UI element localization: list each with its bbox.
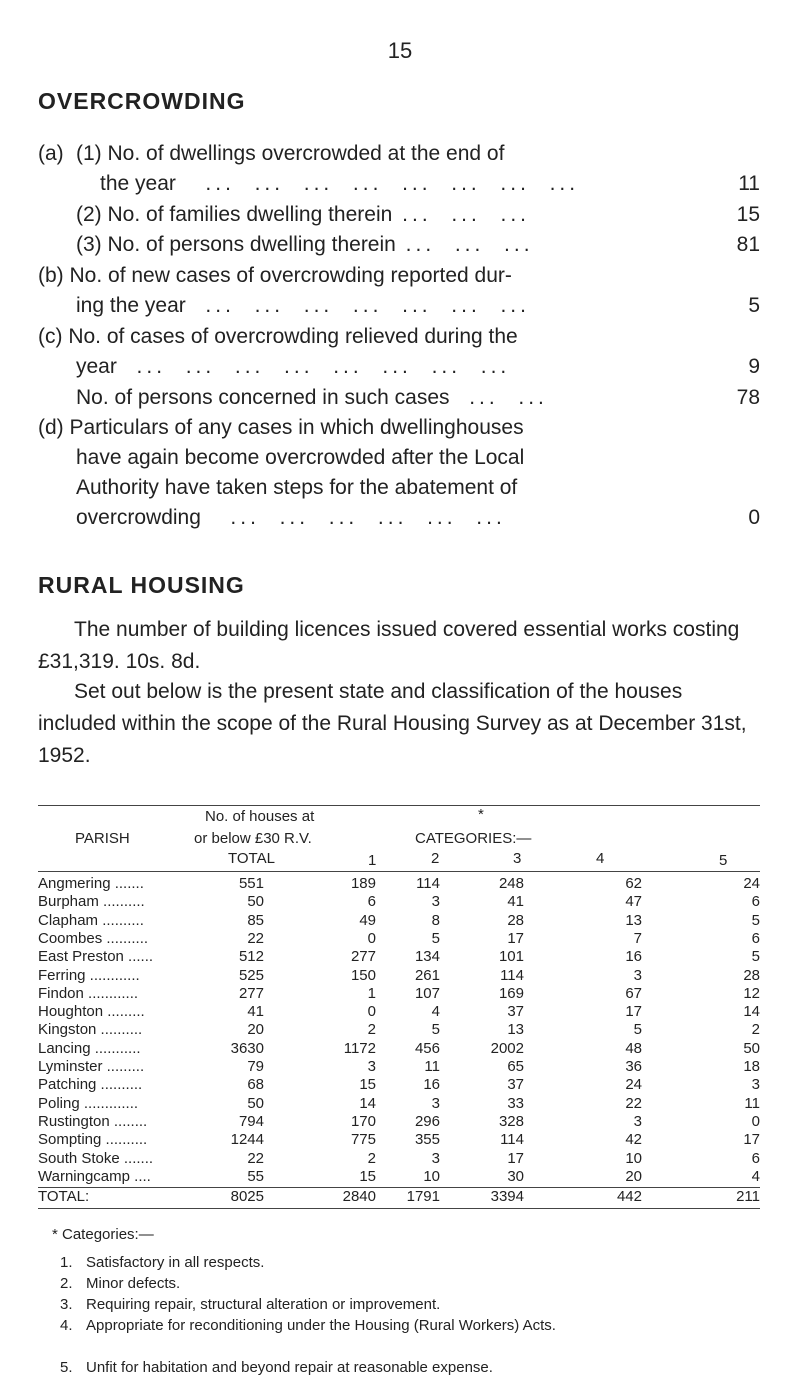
table-row xyxy=(38,875,760,893)
cell-c3: 101 xyxy=(498,948,524,966)
item-a1-value: 11 xyxy=(738,172,760,195)
cell-parish: Patching .......... xyxy=(38,1076,143,1094)
cell-parish: Sompting .......... xyxy=(38,1131,148,1149)
cell-c3: 114 xyxy=(500,966,524,984)
total-label: TOTAL: xyxy=(38,1188,90,1205)
cell-c1: 15 xyxy=(359,1076,376,1094)
cell-c1: 15 xyxy=(359,1167,376,1185)
cell-c5: 50 xyxy=(743,1039,760,1057)
cell-c1: 2 xyxy=(367,1149,376,1167)
item-a3-value: 81 xyxy=(736,233,760,256)
header-houses-line2: or below £30 R.V. xyxy=(194,830,312,847)
category-text: Appropriate for reconditioning under the Housing (Rural Workers) Acts. xyxy=(86,1317,556,1334)
cell-c5: 3 xyxy=(751,1076,760,1094)
cell-c4: 7 xyxy=(633,929,642,947)
rural-housing-heading: RURAL HOUSING xyxy=(38,572,245,598)
item-a3-label: (3) No. of persons dwelling therein ... ... ... xyxy=(76,233,534,256)
cell-c3: 65 xyxy=(507,1058,524,1075)
cell-parish: Houghton ......... xyxy=(38,1003,145,1021)
cell-c5: 11 xyxy=(744,1094,760,1112)
cell-c1: 150 xyxy=(350,966,376,984)
cell-total: 20 xyxy=(247,1021,264,1039)
cell-c1: 3 xyxy=(367,1058,376,1075)
category-text: Minor defects. xyxy=(86,1275,181,1292)
header-cat5: 5 xyxy=(719,852,728,869)
item-c-cont: year ... ... ... ... ... ... ... ... xyxy=(76,355,511,378)
cell-c3: 30 xyxy=(507,1167,524,1185)
cell-c1: 49 xyxy=(359,911,376,929)
cell-c2: 11 xyxy=(424,1058,440,1075)
cell-c1: 6 xyxy=(367,893,376,911)
cell-c4: 10 xyxy=(625,1149,642,1167)
header-cat3: 3 xyxy=(513,850,522,867)
cell-total: 3630 xyxy=(230,1039,264,1057)
cell-c2: 261 xyxy=(414,966,440,984)
table-top-rule xyxy=(38,805,760,806)
header-houses-line1: No. of houses at xyxy=(205,808,315,825)
table-row xyxy=(38,912,760,930)
table-row xyxy=(38,1095,760,1113)
cell-c4: 16 xyxy=(625,948,642,966)
cell-total: 50 xyxy=(247,1094,264,1112)
category-item xyxy=(60,1295,766,1315)
cell-c2: 456 xyxy=(414,1039,440,1057)
total-cat3: 3394 xyxy=(490,1188,524,1205)
cell-c3: 17 xyxy=(507,1149,524,1167)
cell-c4: 20 xyxy=(625,1167,642,1185)
table-row xyxy=(38,1168,760,1186)
rural-housing-para1: The number of building licences issued covered essential works costing £31,319. 10s. 8d. xyxy=(38,618,740,673)
cell-c3: 37 xyxy=(507,1076,524,1094)
header-cat1: 1 xyxy=(368,852,377,869)
cell-c5: 24 xyxy=(743,875,760,892)
category-number: 3. xyxy=(60,1296,73,1313)
item-d-cont2: Authority have taken steps for the abatement of xyxy=(76,476,518,499)
categories-title: * Categories:— xyxy=(52,1226,154,1243)
cell-c5: 12 xyxy=(743,984,760,1002)
rural-housing-para2: Set out below is the present state and classification of the houses included within the scope of the Rural Housing Survey as at December 31st, 1952. xyxy=(38,680,747,767)
cell-c3: 2002 xyxy=(490,1039,524,1057)
cell-c5: 2 xyxy=(751,1021,760,1039)
cell-c3: 13 xyxy=(507,1021,524,1039)
item-d-cont1: have again become overcrowded after the Local xyxy=(76,446,525,469)
cell-total: 22 xyxy=(247,929,264,947)
cell-total: 551 xyxy=(238,875,264,892)
cell-c4: 42 xyxy=(625,1131,642,1149)
cell-c5: 4 xyxy=(751,1167,760,1185)
cell-c2: 8 xyxy=(431,911,440,929)
table-row xyxy=(38,893,760,911)
cell-c1: 775 xyxy=(350,1131,376,1149)
cell-c2: 114 xyxy=(416,875,440,892)
cell-total: 1244 xyxy=(230,1131,264,1149)
cell-total: 50 xyxy=(247,893,264,911)
cell-c4: 3 xyxy=(633,966,642,984)
table-total-row xyxy=(38,1188,760,1206)
cell-c2: 296 xyxy=(414,1112,440,1130)
category-number: 1. xyxy=(60,1254,73,1271)
cell-c5: 6 xyxy=(751,893,760,911)
item-b-label: (b) No. of new cases of overcrowding reported dur- xyxy=(38,264,512,287)
cell-parish: Poling ............. xyxy=(38,1094,139,1112)
overcrowding-heading: OVERCROWDING xyxy=(38,88,246,114)
category-number: 2. xyxy=(60,1275,73,1292)
cell-c3: 37 xyxy=(507,1003,524,1021)
cell-parish: Lancing ........... xyxy=(38,1039,141,1057)
item-c-value: 9 xyxy=(748,355,760,378)
cell-c3: 33 xyxy=(507,1094,524,1112)
cell-c2: 3 xyxy=(431,893,440,911)
cell-parish: Findon ............ xyxy=(38,984,139,1002)
header-categories: CATEGORIES:— xyxy=(415,830,532,847)
cell-c2: 3 xyxy=(431,1094,440,1112)
category-item xyxy=(60,1358,766,1378)
item-a2-label: (2) No. of families dwelling therein ... ... ... xyxy=(76,203,530,226)
cell-total: 525 xyxy=(238,966,264,984)
category-number: 5. xyxy=(60,1359,73,1376)
table-row xyxy=(38,1113,760,1131)
cell-c5: 5 xyxy=(751,948,760,966)
cell-c2: 5 xyxy=(431,929,440,947)
item-c-label: (c) No. of cases of overcrowding relieved during the xyxy=(38,325,518,348)
header-cat2: 2 xyxy=(431,850,440,867)
page-number: 15 xyxy=(387,38,413,63)
cell-c4: 67 xyxy=(625,984,642,1002)
table-row xyxy=(38,1150,760,1168)
cell-c4: 17 xyxy=(625,1003,642,1021)
cell-c4: 24 xyxy=(625,1076,642,1094)
cell-c4: 47 xyxy=(625,893,642,911)
cell-c5: 5 xyxy=(751,911,760,929)
cell-c4: 22 xyxy=(625,1094,642,1112)
cell-c1: 277 xyxy=(350,948,376,966)
cell-total: 85 xyxy=(247,911,264,929)
cell-c4: 13 xyxy=(625,911,642,929)
item-c2-value: 78 xyxy=(736,386,760,409)
item-b-cont: ing the year ... ... ... ... ... ... ... xyxy=(76,294,530,317)
item-d-value: 0 xyxy=(748,506,760,529)
item-a2-value: 15 xyxy=(736,203,760,226)
cell-total: 68 xyxy=(247,1076,264,1094)
cell-c2: 107 xyxy=(414,984,440,1002)
table-row xyxy=(38,967,760,985)
cell-total: 55 xyxy=(247,1167,264,1185)
table-row xyxy=(38,1021,760,1039)
cell-parish: Angmering ....... xyxy=(38,875,144,892)
cell-c4: 5 xyxy=(633,1021,642,1039)
cell-c5: 0 xyxy=(751,1112,760,1130)
cell-c1: 189 xyxy=(350,875,376,892)
cell-total: 79 xyxy=(247,1058,264,1075)
cell-c2: 3 xyxy=(431,1149,440,1167)
cell-total: 512 xyxy=(238,948,264,966)
header-asterisk: * xyxy=(478,806,484,823)
cell-c2: 5 xyxy=(431,1021,440,1039)
cell-c1: 2 xyxy=(367,1021,376,1039)
item-c2-label: No. of persons concerned in such cases ... ... xyxy=(76,386,548,409)
cell-c5: 17 xyxy=(743,1131,760,1149)
cell-parish: Kingston .......... xyxy=(38,1021,143,1039)
cell-c4: 36 xyxy=(625,1058,642,1075)
cell-c5: 6 xyxy=(751,1149,760,1167)
header-houses-line3: TOTAL xyxy=(228,850,275,867)
total-cat1: 2840 xyxy=(342,1188,376,1205)
cell-c5: 6 xyxy=(751,929,760,947)
total-houses: 8025 xyxy=(230,1188,264,1205)
cell-parish: Ferring ............ xyxy=(38,966,140,984)
cell-c1: 14 xyxy=(359,1094,376,1112)
header-cat4: 4 xyxy=(596,850,605,867)
cell-c2: 355 xyxy=(414,1131,440,1149)
table-row xyxy=(38,930,760,948)
table-row xyxy=(38,985,760,1003)
cell-c1: 1 xyxy=(367,984,376,1002)
table-row xyxy=(38,1003,760,1021)
cell-c2: 10 xyxy=(423,1167,440,1185)
cell-c5: 14 xyxy=(743,1003,760,1021)
cell-parish: Burpham .......... xyxy=(38,893,145,911)
item-d-cont3: overcrowding ... ... ... ... ... ... xyxy=(76,506,506,529)
cell-parish: Warningcamp .... xyxy=(38,1167,151,1185)
table-header-rule xyxy=(38,871,760,872)
item-a1-label: (1) No. of dwellings overcrowded at the end of xyxy=(76,142,505,165)
total-cat2: 1791 xyxy=(406,1188,440,1205)
cell-parish: Lyminster ......... xyxy=(38,1058,145,1075)
cell-c3: 248 xyxy=(498,875,524,892)
cell-c2: 4 xyxy=(431,1003,440,1021)
cell-total: 277 xyxy=(238,984,264,1002)
cell-c3: 17 xyxy=(507,929,524,947)
item-a1-cont: the year ... ... ... ... ... ... ... ... xyxy=(100,172,580,195)
cell-c2: 16 xyxy=(423,1076,440,1094)
cell-c1: 0 xyxy=(367,1003,376,1021)
cell-total: 41 xyxy=(247,1003,264,1021)
table-row xyxy=(38,1058,760,1076)
cell-total: 22 xyxy=(247,1149,264,1167)
item-b-value: 5 xyxy=(748,294,760,317)
cell-parish: East Preston ...... xyxy=(38,948,154,966)
cell-c3: 169 xyxy=(498,984,524,1002)
category-text: Requiring repair, structural alteration or improvement. xyxy=(86,1296,441,1313)
cell-c5: 18 xyxy=(743,1058,760,1075)
table-row xyxy=(38,948,760,966)
item-a-prefix: (a) xyxy=(38,142,64,165)
cell-c3: 328 xyxy=(498,1112,524,1130)
cell-c3: 114 xyxy=(500,1131,524,1149)
table-row xyxy=(38,1131,760,1149)
total-cat4: 442 xyxy=(616,1188,642,1205)
category-item xyxy=(60,1274,766,1294)
cell-c3: 28 xyxy=(507,911,524,929)
cell-c4: 3 xyxy=(633,1112,642,1130)
table-row xyxy=(38,1040,760,1058)
cell-total: 794 xyxy=(238,1112,264,1130)
cell-parish: Coombes .......... xyxy=(38,929,149,947)
category-text: Satisfactory in all respects. xyxy=(86,1254,265,1271)
cell-c5: 28 xyxy=(743,966,760,984)
cell-c1: 0 xyxy=(367,929,376,947)
category-item xyxy=(60,1253,766,1273)
cell-c4: 48 xyxy=(625,1039,642,1057)
category-text: Unfit for habitation and beyond repair at reasonable expense. xyxy=(86,1359,493,1376)
cell-c2: 134 xyxy=(414,948,440,966)
category-item xyxy=(60,1316,766,1336)
cell-c1: 1172 xyxy=(343,1039,376,1057)
table-total-rule-bottom xyxy=(38,1208,760,1209)
cell-c4: 62 xyxy=(625,875,642,892)
cell-parish: South Stoke ....... xyxy=(38,1149,154,1167)
category-number: 4. xyxy=(60,1317,73,1334)
cell-c3: 41 xyxy=(507,893,524,911)
cell-parish: Clapham .......... xyxy=(38,911,144,929)
item-d-label: (d) Particulars of any cases in which dwellinghouses xyxy=(38,416,524,439)
cell-parish: Rustington ........ xyxy=(38,1112,148,1130)
cell-c1: 170 xyxy=(350,1112,376,1130)
table-row xyxy=(38,1076,760,1094)
header-parish: PARISH xyxy=(75,830,130,847)
total-cat5: 211 xyxy=(736,1188,760,1205)
